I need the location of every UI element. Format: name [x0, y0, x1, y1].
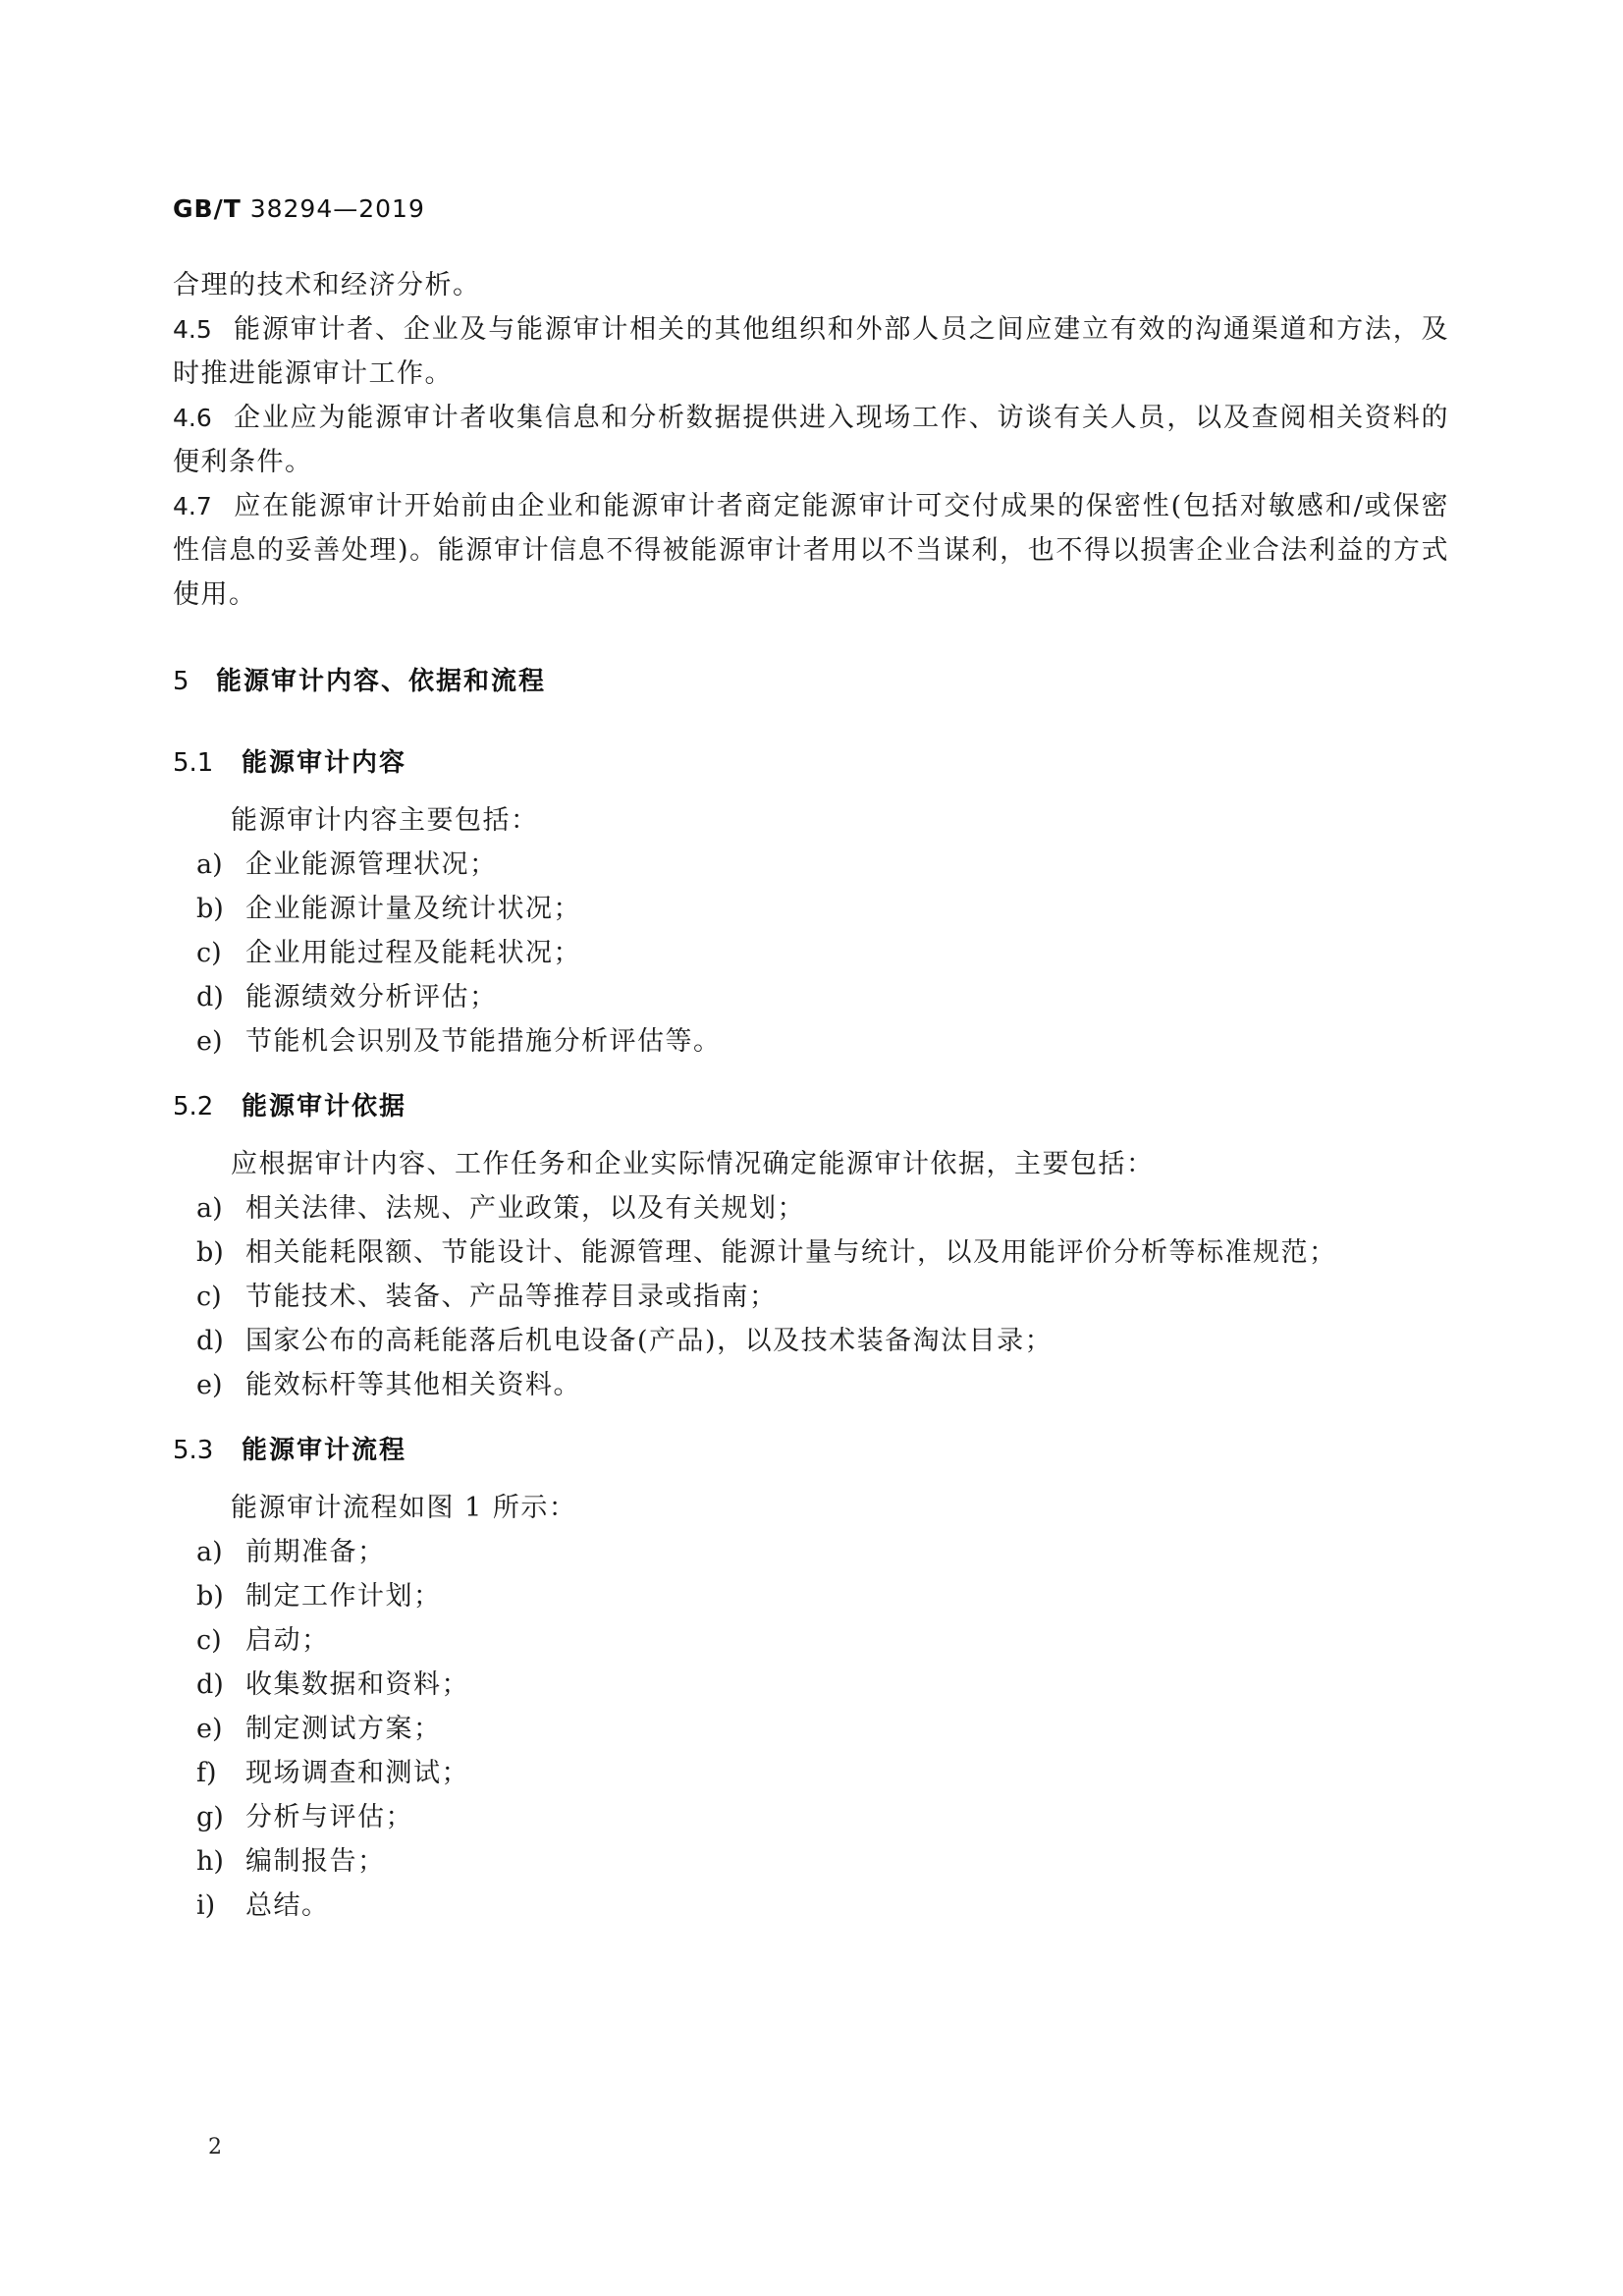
- list-item: [196, 1795, 413, 1833]
- list-label: c): [196, 1625, 222, 1656]
- list-item: [196, 1751, 469, 1789]
- section-5-1-heading: [173, 742, 406, 779]
- list-label: e): [196, 1026, 223, 1057]
- list-item: [196, 1230, 1337, 1269]
- standard-prefix: GB/T: [173, 194, 242, 223]
- section-5-1-intro: 能源审计内容主要包括：: [231, 805, 539, 836]
- list-item: [196, 1618, 330, 1657]
- list-label: d): [196, 982, 224, 1012]
- list-label: a): [196, 1537, 223, 1567]
- list-label: a): [196, 849, 223, 880]
- clause-text: 企业应为能源审计者收集信息和分析数据提供进入现场工作、访谈有关人员，以及查阅相关资料的便利条件。: [173, 403, 1449, 477]
- list-text: 企业能源管理状况；: [245, 849, 498, 880]
- list-item: [196, 931, 581, 969]
- heading-number: 5.3: [173, 1436, 214, 1465]
- clause-text: 应在能源审计开始前由企业和能源审计者商定能源审计可交付成果的保密性(包括对敏感和/或保密性信息的妥善处理)。能源审计信息不得被能源审计者用以不当谋利，也不得以损害企业合法利益的方式使用。: [173, 491, 1449, 610]
- clause-4-7: [173, 484, 1449, 617]
- list-item: [196, 843, 498, 881]
- list-label: a): [196, 1193, 223, 1224]
- list-item: [196, 1663, 469, 1701]
- list-item: [196, 1574, 442, 1613]
- list-item: [196, 1707, 442, 1745]
- list-item: [196, 1884, 330, 1922]
- list-label: b): [196, 1237, 224, 1268]
- continuation-paragraph: 合理的技术和经济分析。: [173, 270, 481, 301]
- list-item: [196, 1319, 1053, 1357]
- list-text: 制定工作计划；: [245, 1581, 442, 1612]
- list-label: b): [196, 1581, 224, 1612]
- list-text: 节能技术、装备、产品等推荐目录或指南；: [245, 1282, 778, 1312]
- list-text: 能效标杆等其他相关资料。: [245, 1370, 581, 1400]
- list-text: 总结。: [245, 1890, 330, 1921]
- list-label: f): [196, 1758, 217, 1788]
- list-text: 编制报告；: [245, 1846, 386, 1877]
- clause-4-6: [173, 396, 1449, 484]
- list-label: e): [196, 1714, 223, 1744]
- section-5-3-heading: [173, 1430, 406, 1466]
- list-item: [196, 975, 498, 1013]
- heading-number: 5: [173, 667, 189, 696]
- list-label: c): [196, 938, 222, 968]
- list-item: [196, 1019, 722, 1058]
- list-text: 企业用能过程及能耗状况；: [245, 938, 581, 968]
- section-5-heading: [173, 661, 546, 697]
- heading-number: 5.1: [173, 748, 214, 778]
- list-text: 前期准备；: [245, 1537, 386, 1567]
- heading-title: 能源审计内容、依据和流程: [216, 667, 547, 696]
- list-label: d): [196, 1669, 224, 1700]
- list-item: [196, 1186, 805, 1225]
- heading-title: 能源审计内容: [242, 748, 407, 778]
- list-label: h): [196, 1846, 224, 1877]
- clause-text: 能源审计者、企业及与能源审计相关的其他组织和外部人员之间应建立有效的沟通渠道和方法，及时推进能源审计工作。: [173, 314, 1449, 389]
- list-text: 节能机会识别及节能措施分析评估等。: [245, 1026, 722, 1057]
- list-text: 分析与评估；: [245, 1802, 413, 1832]
- list-text: 国家公布的高耗能落后机电设备(产品)，以及技术装备淘汰目录；: [245, 1326, 1054, 1356]
- list-text: 现场调查和测试；: [245, 1758, 469, 1788]
- list-item: [196, 1530, 386, 1568]
- list-label: e): [196, 1370, 223, 1400]
- list-text: 能源绩效分析评估；: [245, 982, 498, 1012]
- list-item: [196, 1275, 778, 1313]
- page-number: 2: [208, 2135, 222, 2159]
- section-5-2-intro: 应根据审计内容、工作任务和企业实际情况确定能源审计依据，主要包括：: [231, 1149, 1155, 1179]
- heading-number: 5.2: [173, 1092, 214, 1121]
- list-text: 相关法律、法规、产业政策，以及有关规划；: [245, 1193, 805, 1224]
- section-5-2-heading: [173, 1086, 406, 1122]
- standard-number: 38294—2019: [249, 194, 425, 223]
- list-text: 企业能源计量及统计状况；: [245, 894, 581, 924]
- list-text: 相关能耗限额、节能设计、能源管理、能源计量与统计，以及用能评价分析等标准规范；: [245, 1237, 1337, 1268]
- list-item: [196, 887, 581, 925]
- list-text: 收集数据和资料；: [245, 1669, 469, 1700]
- heading-title: 能源审计流程: [242, 1436, 407, 1465]
- list-item: [196, 1839, 386, 1878]
- list-label: d): [196, 1326, 224, 1356]
- list-label: c): [196, 1282, 222, 1312]
- clause-4-5: [173, 307, 1449, 396]
- list-text: 制定测试方案；: [245, 1714, 442, 1744]
- list-label: b): [196, 894, 224, 924]
- list-text: 启动；: [245, 1625, 330, 1656]
- standard-identifier: [173, 194, 425, 223]
- heading-title: 能源审计依据: [242, 1092, 407, 1121]
- clause-number: 4.5: [173, 315, 212, 344]
- clause-number: 4.6: [173, 404, 212, 432]
- section-5-3-intro: 能源审计流程如图 1 所示：: [231, 1493, 577, 1523]
- clause-number: 4.7: [173, 492, 212, 520]
- list-label: g): [196, 1802, 224, 1832]
- list-label: i): [196, 1890, 216, 1921]
- list-item: [196, 1363, 581, 1401]
